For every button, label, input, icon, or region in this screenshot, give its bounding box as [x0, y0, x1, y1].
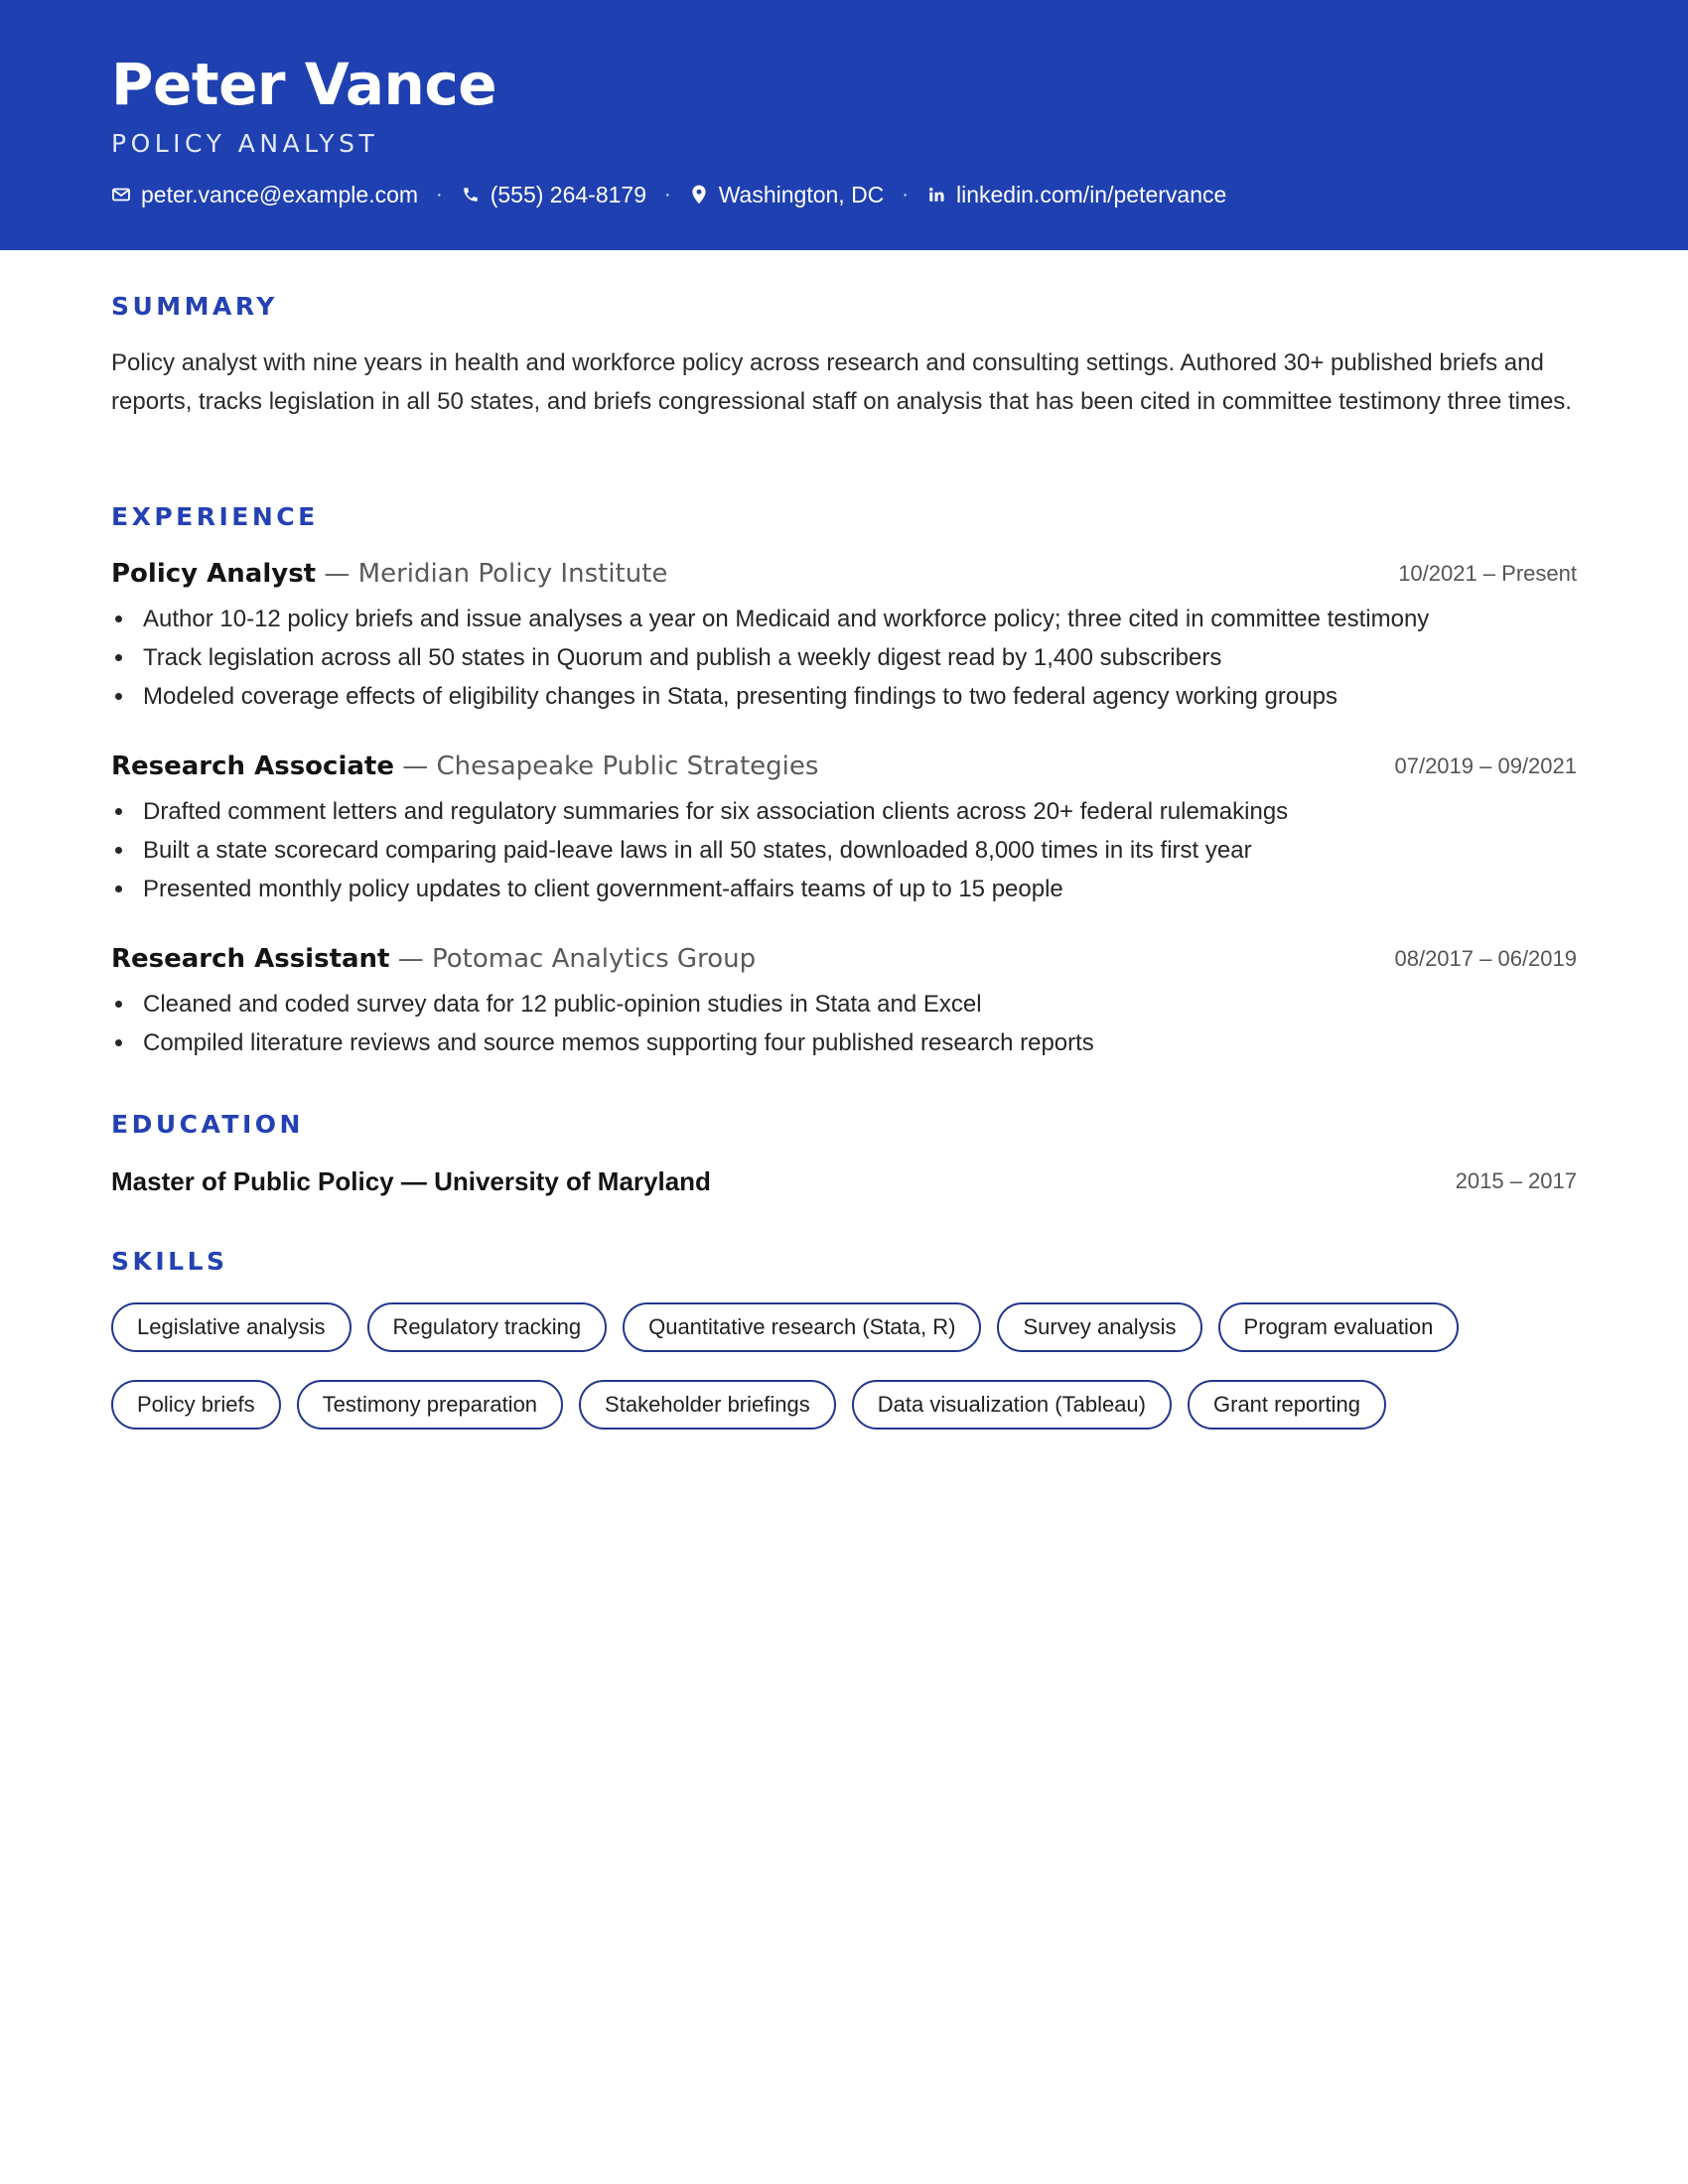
skill-tag: Legislative analysis	[111, 1302, 352, 1352]
summary-heading: SUMMARY	[111, 292, 278, 321]
job-bullet-text: Drafted comment letters and regulatory summaries for six association clients across 20+ federal rulemakings	[143, 798, 1289, 825]
job-dates: 10/2021 – Present	[1398, 561, 1577, 586]
job-bullet	[111, 792, 1577, 831]
job-role: Policy Analyst	[111, 559, 317, 589]
candidate-title: POLICY ANALYST	[111, 129, 379, 158]
contact-email-text: peter.vance@example.com	[141, 181, 419, 207]
resume-header	[0, 0, 1688, 250]
skill-tag: Stakeholder briefings	[579, 1380, 836, 1430]
skill-tag: Program evaluation	[1218, 1302, 1460, 1352]
skill-tag: Policy briefs	[111, 1380, 281, 1430]
job-bullet	[111, 831, 1577, 870]
job-entry	[111, 554, 1577, 716]
bullet-dot	[115, 615, 122, 622]
skill-tag: Regulatory tracking	[367, 1302, 608, 1352]
linkedin-icon	[926, 185, 946, 205]
contact-phone-text: (555) 264-8179	[490, 181, 647, 207]
contact-separator: ·	[902, 183, 909, 205]
bullet-dot	[115, 847, 122, 854]
education-entry	[111, 1161, 1577, 1201]
experience-heading: EXPERIENCE	[111, 502, 319, 531]
skill-tag: Survey analysis	[997, 1302, 1201, 1352]
bullet-dot	[115, 808, 122, 815]
contact-separator: ·	[664, 183, 671, 205]
job-bullet-text: Author 10-12 policy briefs and issue analyses a year on Medicaid and workforce policy; three cited in committee testimony	[143, 606, 1430, 632]
job-bullet	[111, 1024, 1577, 1062]
job-bullet	[111, 677, 1577, 716]
contact-linkedin-text: linkedin.com/in/petervance	[955, 181, 1227, 207]
location-pin-icon	[689, 185, 709, 205]
education-heading: EDUCATION	[111, 1110, 304, 1139]
skills-list	[111, 1302, 1577, 1430]
job-role: Research Assistant	[111, 944, 390, 974]
job-bullet	[111, 600, 1577, 638]
skill-tag: Testimony preparation	[297, 1380, 563, 1430]
contact-phone[interactable]	[461, 182, 646, 208]
contact-location	[689, 182, 885, 208]
contact-separator: ·	[436, 183, 443, 205]
job-dates: 07/2019 – 09/2021	[1394, 753, 1577, 778]
skill-tag: Data visualization (Tableau)	[852, 1380, 1172, 1430]
job-role: Research Associate	[111, 751, 394, 781]
mail-icon	[111, 185, 131, 205]
job-dates: 08/2017 – 06/2019	[1394, 946, 1577, 971]
contact-email[interactable]	[111, 182, 418, 208]
skill-tag: Quantitative research (Stata, R)	[623, 1302, 981, 1352]
bullet-dot	[115, 1039, 122, 1046]
job-bullet	[111, 638, 1577, 677]
job-bullet-text: Presented monthly policy updates to client government-affairs teams of up to 15 people	[143, 876, 1063, 902]
skills-heading: SKILLS	[111, 1247, 228, 1276]
job-entry	[111, 939, 1577, 1062]
contact-bar	[111, 177, 1226, 212]
job-bullet-text: Built a state scorecard comparing paid-leave laws in all 50 states, downloaded 8,000 times in its first year	[143, 837, 1252, 864]
job-bullet-text: Compiled literature reviews and source memos supporting four published research reports	[143, 1029, 1094, 1056]
job-bullet-text: Track legislation across all 50 states in Quorum and publish a weekly digest read by 1,400 subscribers	[143, 644, 1222, 671]
bullet-dot	[115, 1001, 122, 1008]
job-bullet-text: Cleaned and coded survey data for 12 public-opinion studies in Stata and Excel	[143, 991, 982, 1018]
phone-icon	[461, 185, 481, 205]
job-organization: — Meridian Policy Institute	[316, 559, 668, 589]
bullet-dot	[115, 886, 122, 892]
education-degree: Master of Public Policy — University of Maryland	[111, 1166, 711, 1196]
job-bullet-text: Modeled coverage effects of eligibility changes in Stata, presenting findings to two federal agency working groups	[143, 683, 1337, 710]
job-entry	[111, 747, 1577, 908]
candidate-name: Peter Vance	[111, 51, 497, 118]
skill-tag: Grant reporting	[1188, 1380, 1386, 1430]
job-organization: — Chesapeake Public Strategies	[393, 751, 819, 781]
job-bullet	[111, 985, 1577, 1024]
education-dates: 2015 – 2017	[1455, 1168, 1577, 1193]
bullet-dot	[115, 693, 122, 700]
contact-location-text: Washington, DC	[718, 181, 885, 207]
contact-linkedin[interactable]	[926, 182, 1226, 208]
job-organization: — Potomac Analytics Group	[389, 944, 757, 974]
summary-text: Policy analyst with nine years in health and workforce policy across research and consulting settings. Authored 30+ published briefs and reports, tracks legislation in all 50 states, and briefs congressional staff on analysis that has been cited in committee testimony three times.	[111, 349, 1572, 415]
job-bullet	[111, 870, 1577, 908]
bullet-dot	[115, 654, 122, 661]
